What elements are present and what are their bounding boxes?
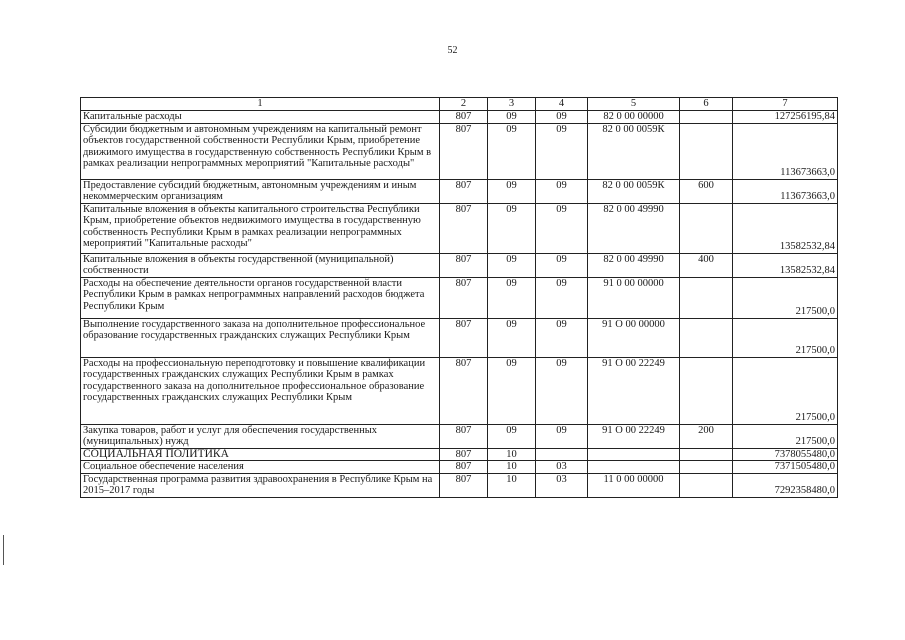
table-row [81, 203, 838, 253]
ministry-code-cell: 807 [440, 111, 488, 124]
subsection-code-cell: 09 [536, 179, 588, 203]
target-article-cell: 82 0 00 0059К [588, 123, 680, 179]
table-row [81, 424, 838, 448]
header-cell: 6 [680, 98, 733, 111]
ministry-code-cell: 807 [440, 179, 488, 203]
ministry-code-cell: 807 [440, 253, 488, 277]
row-name-cell: Выполнение государственного заказа на дополнительное профессиональное образование государственных гражданских служащих Республики Крым [81, 318, 440, 357]
expense-type-cell [680, 277, 733, 318]
ministry-code-cell: 807 [440, 473, 488, 497]
table-row [81, 253, 838, 277]
scan-edge-mark [3, 535, 4, 565]
row-name-cell: Государственная программа развития здравоохранения в Республике Крым на 2015–2017 годы [81, 473, 440, 497]
table-row [81, 357, 838, 424]
table-row [81, 277, 838, 318]
table-row [81, 123, 838, 179]
section-code-cell: 09 [488, 318, 536, 357]
subsection-code-cell: 03 [536, 473, 588, 497]
target-article-cell [588, 461, 680, 474]
section-code-cell: 10 [488, 461, 536, 474]
target-article-cell: 82 0 00 49990 [588, 253, 680, 277]
expense-type-cell [680, 473, 733, 497]
amount-cell: 217500,0 [733, 424, 838, 448]
subsection-code-cell: 09 [536, 318, 588, 357]
expense-type-cell: 600 [680, 179, 733, 203]
target-article-cell: 82 0 00 0059К [588, 179, 680, 203]
target-article-cell: 91 О 00 00000 [588, 318, 680, 357]
ministry-code-cell: 807 [440, 448, 488, 461]
table-row [81, 111, 838, 124]
header-cell: 2 [440, 98, 488, 111]
expense-type-cell [680, 123, 733, 179]
subsection-code-cell: 09 [536, 253, 588, 277]
amount-cell: 113673663,0 [733, 123, 838, 179]
row-name-cell: Социальное обеспечение населения [81, 461, 440, 474]
section-code-cell: 09 [488, 253, 536, 277]
table-row [81, 448, 838, 461]
table-row [81, 179, 838, 203]
expense-type-cell [680, 448, 733, 461]
ministry-code-cell: 807 [440, 277, 488, 318]
row-name-cell: Расходы на профессиональную переподготовку и повышение квалификации государственных гражданских служащих Республики Крым в рамках государственного заказа на дополнительное профессиональное образование государственных гражданских служащих Республики Крым [81, 357, 440, 424]
expense-type-cell [680, 111, 733, 124]
ministry-code-cell: 807 [440, 461, 488, 474]
row-name-cell: Капитальные вложения в объекты государственной (муниципальной) собственности [81, 253, 440, 277]
row-name-cell: Субсидии бюджетным и автономным учреждениям на капитальный ремонт объектов государственной собственности Республики Крым, приобретение движимого имущества в государственную собственность Республики Крым в рамках реализации непрограммных мероприятий "Капитальные расходы" [81, 123, 440, 179]
row-name-cell: Расходы на обеспечение деятельности органов государственной власти Республики Крым в рамках непрограммных направлений расходов бюджета Республики Крым [81, 277, 440, 318]
subsection-code-cell: 09 [536, 357, 588, 424]
table-row [81, 318, 838, 357]
section-code-cell: 10 [488, 448, 536, 461]
subsection-code-cell: 09 [536, 111, 588, 124]
section-code-cell: 10 [488, 473, 536, 497]
target-article-cell: 91 О 00 22249 [588, 424, 680, 448]
header-cell: 7 [733, 98, 838, 111]
amount-cell: 7371505480,0 [733, 461, 838, 474]
row-name-cell: Предоставление субсидий бюджетным, автономным учреждениям и иным некоммерческим организациям [81, 179, 440, 203]
expense-type-cell: 200 [680, 424, 733, 448]
subsection-code-cell: 09 [536, 424, 588, 448]
amount-cell: 113673663,0 [733, 179, 838, 203]
ministry-code-cell: 807 [440, 318, 488, 357]
target-article-cell: 82 0 00 00000 [588, 111, 680, 124]
section-code-cell: 09 [488, 111, 536, 124]
section-code-cell: 09 [488, 179, 536, 203]
amount-cell: 217500,0 [733, 357, 838, 424]
amount-cell: 13582532,84 [733, 253, 838, 277]
target-article-cell [588, 448, 680, 461]
ministry-code-cell: 807 [440, 357, 488, 424]
section-code-cell: 09 [488, 123, 536, 179]
header-cell: 5 [588, 98, 680, 111]
expense-type-cell [680, 357, 733, 424]
row-name-cell: Капитальные расходы [81, 111, 440, 124]
header-cell: 1 [81, 98, 440, 111]
ministry-code-cell: 807 [440, 203, 488, 253]
expense-type-cell [680, 318, 733, 357]
amount-cell: 127256195,84 [733, 111, 838, 124]
subsection-code-cell: 03 [536, 461, 588, 474]
subsection-code-cell: 09 [536, 203, 588, 253]
row-name-cell: Капитальные вложения в объекты капитального строительства Республики Крым, приобретение объектов недвижимого имущества в государственную собственность Республики Крым в рамках реализации непрограммных мероприятий "Капитальные расходы" [81, 203, 440, 253]
subsection-code-cell: 09 [536, 277, 588, 318]
subsection-code-cell [536, 448, 588, 461]
section-code-cell: 09 [488, 277, 536, 318]
target-article-cell: 91 О 00 22249 [588, 357, 680, 424]
page-number: 52 [447, 45, 458, 56]
header-cell: 4 [536, 98, 588, 111]
amount-cell: 7378055480,0 [733, 448, 838, 461]
table-header-row [81, 98, 838, 111]
expense-type-cell: 400 [680, 253, 733, 277]
table-row [81, 473, 838, 497]
row-name-cell: СОЦИАЛЬНАЯ ПОЛИТИКА [81, 448, 440, 461]
header-cell: 3 [488, 98, 536, 111]
amount-cell: 217500,0 [733, 318, 838, 357]
amount-cell: 13582532,84 [733, 203, 838, 253]
budget-table [80, 97, 838, 498]
amount-cell: 217500,0 [733, 277, 838, 318]
row-name-cell: Закупка товаров, работ и услуг для обеспечения государственных (муниципальных) нужд [81, 424, 440, 448]
amount-cell: 7292358480,0 [733, 473, 838, 497]
target-article-cell: 91 0 00 00000 [588, 277, 680, 318]
section-code-cell: 09 [488, 203, 536, 253]
target-article-cell: 82 0 00 49990 [588, 203, 680, 253]
target-article-cell: 11 0 00 00000 [588, 473, 680, 497]
ministry-code-cell: 807 [440, 123, 488, 179]
section-code-cell: 09 [488, 357, 536, 424]
section-code-cell: 09 [488, 424, 536, 448]
ministry-code-cell: 807 [440, 424, 488, 448]
table-row [81, 461, 838, 474]
subsection-code-cell: 09 [536, 123, 588, 179]
expense-type-cell [680, 203, 733, 253]
expense-type-cell [680, 461, 733, 474]
